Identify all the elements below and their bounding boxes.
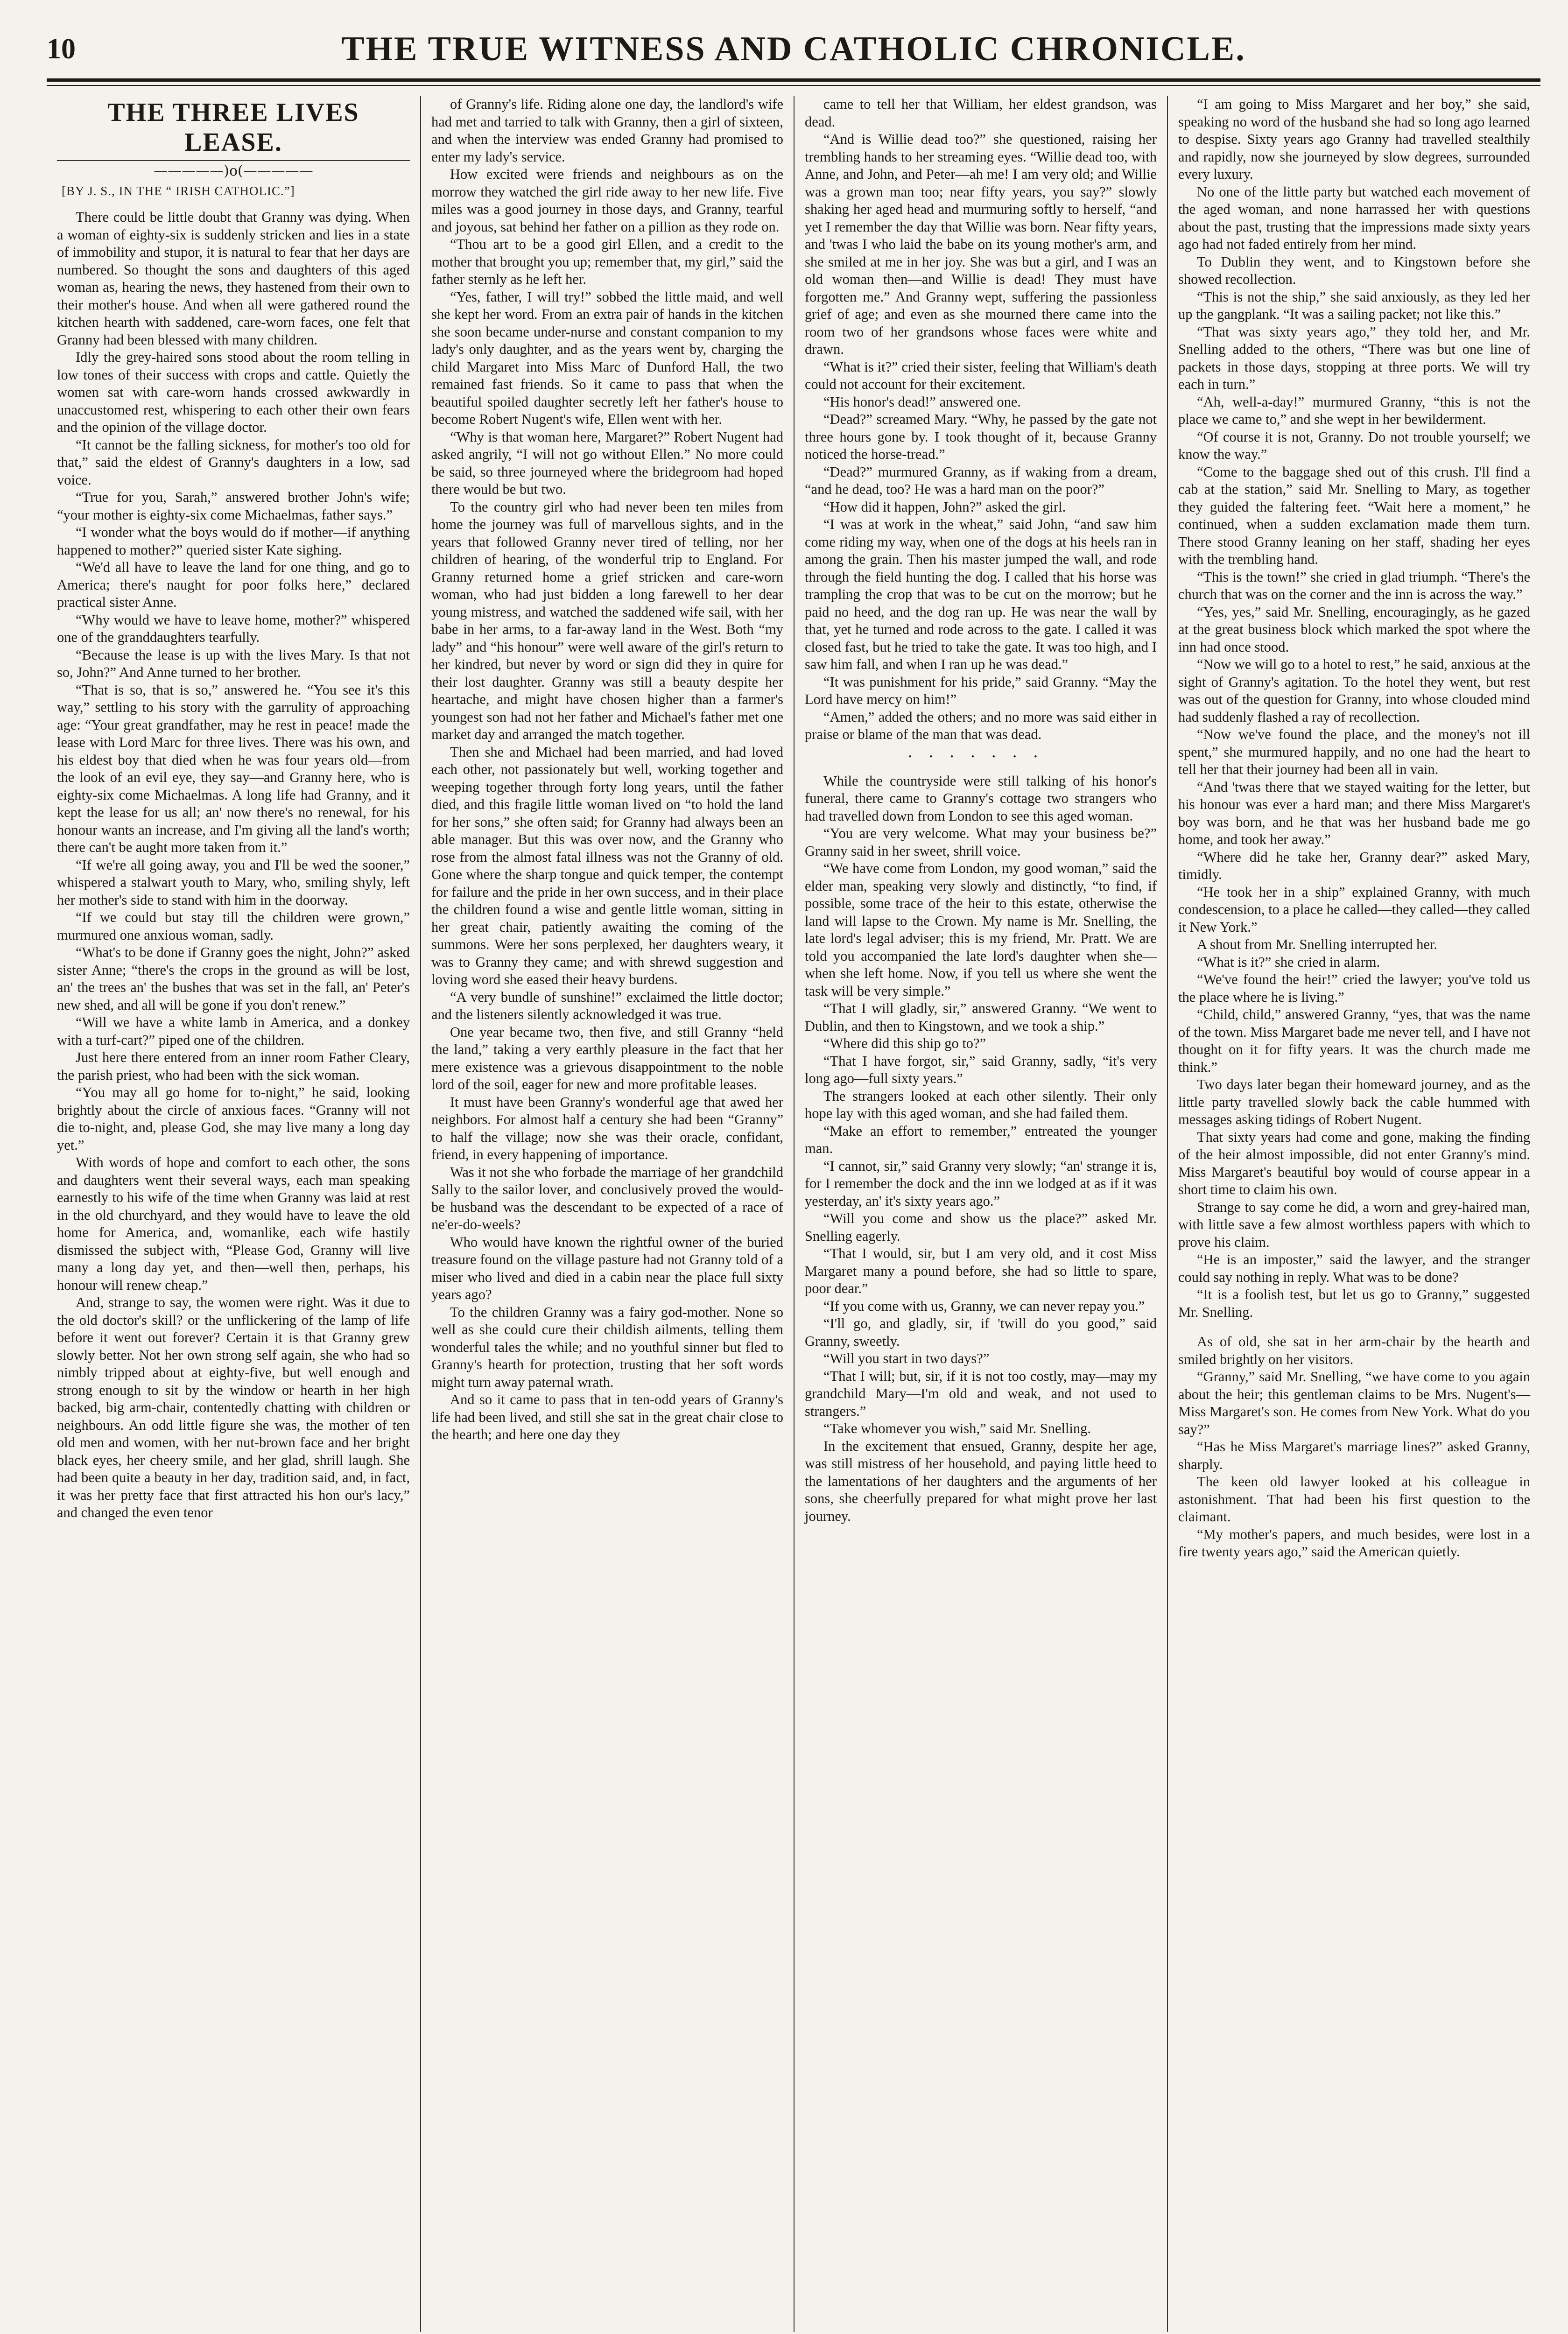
column-2	[420, 96, 794, 2332]
article-paragraph: Two days later began their homeward journey, and as the little party travelled slowly back the cable hummed with messages asking tidings of Robert Nugent.	[1178, 1076, 1530, 1127]
article-paragraph: “Dead?” screamed Mary. “Why, he passed by the gate not three hours gone by. I took thought of it, because Granny noticed the horse-tread.”	[805, 411, 1157, 462]
paragraph-gap	[1178, 1321, 1530, 1333]
article-paragraph: To Dublin they went, and to Kingstown before she showed recollection.	[1178, 253, 1530, 287]
article-paragraph: “Of course it is not, Granny. Do not trouble yourself; we know the way.”	[1178, 429, 1530, 462]
masthead-rule-light	[47, 85, 1540, 86]
article-paragraph: And, strange to say, the women were right. Was it due to the old doctor's skill? or the unflickering of the lamp of life before it went out forever? Certain it is that Granny grew slowly better. Not her own strong self again, she who had so nimbly tripped about at eighty-five, but well enough and strong enough to sit by the window or hearth in her high backed, big arm-chair, contentedly chatting with children or neighbours. An odd little figure she was, the mother of ten old men and women, with her nut-brown face and her bright black eyes, her cheery smile, and her glad, shrill laugh. She had been quite a beauty in her day, tradition said, and, in fact, it was her pretty face that first attracted his hon our's lacy,” and changed the even tenor	[57, 1294, 410, 1520]
article-paragraph: “Where did this ship go to?”	[823, 1035, 986, 1051]
article-paragraph: “Where did he take her, Granny dear?” asked Mary, timidly.	[1178, 849, 1530, 882]
article-paragraph: Idly the grey-haired sons stood about the room telling in low tones of their success with crops and cattle. Quietly the women sat with care-worn hands crossed awkwardly in unaccustomed rest, whispering to each other their own fears and the opinion of the village doctor.	[57, 349, 410, 435]
article-paragraph: “Now we will go to a hotel to rest,” he said, anxious at the sight of Granny's agitation. To the hotel they went, but rest was out of the question for Granny, into whose clouded mind had suddenly flashed a ray of recollection.	[1178, 656, 1530, 725]
article-paragraph: That sixty years had come and gone, making the finding of the heir almost impossible, did not enter Granny's mind. Miss Margaret's beautiful boy would of course appear in a short time to claim his own.	[1178, 1129, 1530, 1197]
section-break: ·······	[907, 747, 1054, 766]
article-paragraph: “A very bundle of sunshine!” exclaimed the little doctor; and the listeners silently acknowledged it was true.	[431, 989, 783, 1022]
article-paragraph: “Will we have a white lamb in America, and a donkey with a turf-cart?” piped one of the children.	[57, 1014, 410, 1048]
article-paragraph: “He took her in a ship” explained Granny, with much condescension, to a place he called—they called—they called it New York.”	[1178, 884, 1530, 935]
article-paragraph: “This is not the ship,” she said anxiously, as they led her up the gangplank. “It was a sailing packet; not like this.”	[1178, 288, 1530, 322]
article-paragraph: “Dead?” murmured Granny, as if waking from a dream, “and he dead, too? He was a hard man on the poor?”	[805, 464, 1157, 497]
article-paragraph: “Child, child,” answered Granny, “yes, that was the name of the town. Miss Margaret bade me never tell, and I have not thought on it for fifty years. It was the church made me think.”	[1178, 1006, 1530, 1075]
article-paragraph: “Make an effort to remember,” entreated the younger man.	[805, 1123, 1157, 1156]
article-paragraph: While the countryside were still talking of his honor's funeral, there came to Granny's cottage two strangers who had travelled down from London to see this aged woman.	[805, 773, 1157, 824]
article-paragraph: “He is an imposter,” said the lawyer, and the stranger could say nothing in reply. What was to be done?	[1178, 1251, 1530, 1285]
article-paragraph: To the children Granny was a fairy god-mother. None so well as she could cure their childish ailments, telling them wonderful tales the while; and no youthful sinner but fled to Granny's hearth for protection, trusting that her soft words might turn away paternal wrath.	[431, 1304, 783, 1390]
page-number: 10	[47, 33, 76, 65]
article-paragraph: “That I will gladly, sir,” answered Granny. “We went to Dublin, and then to Kingstown, and we took a ship.”	[805, 1000, 1157, 1034]
article-paragraph: “And 'twas there that we stayed waiting for the letter, but his honour was ever a hard man; and there Miss Margaret's boy was born, and he that was her husband bade me go home, and took her away.”	[1178, 779, 1530, 847]
article-paragraph: “Ah, well-a-day!” murmured Granny, “this is not the place we came to,” and she wept in her bewilderment.	[1178, 394, 1530, 427]
article-paragraph: “True for you, Sarah,” answered brother John's wife; “your mother is eighty-six come Michaelmas, father says.”	[57, 489, 410, 523]
article-paragraph: “It is a foolish test, but let us go to Granny,” suggested Mr. Snelling.	[1178, 1287, 1530, 1320]
article-paragraph: “You are very welcome. What may your business be?” Granny said in her sweet, shrill voice.	[805, 825, 1157, 859]
article-paragraph: “Now we've found the place, and the money's not ill spent,” she murmured happily, and no one had the heart to tell her that their journey had been all in vain.	[1178, 726, 1530, 777]
article-title: THE THREE LIVES LEASE.	[57, 98, 410, 161]
article-paragraph: It must have been Granny's wonderful age that awed her neighbors. For almost half a century she had been “Granny” to half the village; now she was their oracle, confidant, friend, in every happening of importance.	[431, 1094, 783, 1162]
article-paragraph: “Come to the baggage shed out of this crush. I'll find a cab at the station,” said Mr. Snelling to Mary, as together they guided the faltering feet. “Wait here a moment,” he continued, when a sudden exclamation made them turn. There stood Granny leaning on her staff, shading her eyes with the trembling hand.	[1178, 464, 1530, 567]
article-paragraph: “It was punishment for his pride,” said Granny. “May the Lord have mercy on him!”	[805, 674, 1157, 707]
article-paragraph: In the excitement that ensued, Granny, despite her age, was still mistress of her household, and paying little heed to the lamentations of her daughters and the arguments of her sons, she cheerfully prepared for what might prove her last journey.	[805, 1438, 1157, 1524]
article-paragraph: “What is it?” she cried in alarm.	[1197, 954, 1380, 970]
article-paragraph: “You may all go home for to-night,” he said, looking brightly about the circle of anxious faces. “Granny will not die to-night, and, please God, she may live many a long day yet.”	[57, 1084, 410, 1153]
article-paragraph: “Take whomever you wish,” said Mr. Snelling.	[823, 1420, 1091, 1436]
article-paragraph: “We've found the heir!” cried the lawyer; you've told us the place where he is living.”	[1178, 971, 1530, 1005]
article-paragraph: “That was sixty years ago,” they told her, and Mr. Snelling added to the others, “There was but one line of packets in those days, stopping at three ports. We will try each in turn.”	[1178, 323, 1530, 392]
article-paragraph: “That I will; but, sir, if it is not too costly, may—may my grandchild Mary—I'm old and weak, and not used to strangers.”	[805, 1368, 1157, 1419]
article-paragraph: “That is so, that is so,” answered he. “You see it's this way,” settling to his story with the garrulity of approaching age: “Your great grandfather, may he rest in peace! made the lease with Lord Marc for three lives. There was his own, and his eldest boy that died when he was four years old—from the look of an evil eye, they say—and Granny here, who is eighty-six come Michaelmas. A long life had Granny, and it kept the lease for us all; an' now there's no renewal, for his honour wants an increase, and I'm giving all the land's worth; there can't be aught more taken from it.”	[57, 682, 410, 855]
column-4	[1167, 96, 1540, 2332]
article-paragraph: “Thou art to be a good girl Ellen, and a credit to the mother that brought you up; remember that, my girl,” said the father sternly as he left her.	[431, 236, 783, 287]
article-paragraph: “What is it?” cried their sister, feeling that William's death could not account for their excitement.	[805, 359, 1157, 392]
article-paragraph: To the country girl who had never been ten miles from home the journey was full of marvellous sights, and in the years that followed Granny never tired of telling, nor her children of hearing, of the wonderful trip to England. For Granny returned home a grief stricken and care-worn woman, who had just bidden a long farewell to her dear young mistress, and watched the saddened wife sail, with her babe in her arms, to a far-away land in the West. Both “my lady” and “his honour” were well aware of the girl's return to her kindred, but never by word or sign did they in quire for their lost daughter. Granny was still a beauty despite her heartache, and might have chosen higher than a farmer's youngest son had not her father and Michael's father met one market day and arranged the match together.	[431, 499, 783, 742]
article-paragraph: “Yes, father, I will try!” sobbed the little maid, and well she kept her word. From an extra pair of hands in the kitchen she soon became under-nurse and constant companion to my lady's only daughter, and as the years went by, charging the child Margaret into Miss Marc of Dunford Hall, the two remained fast friends. So it came to pass that when the beautiful spoiled daughter secretly left her father's house to become Robert Nugent's wife, Ellen went with her.	[431, 288, 783, 427]
article-paragraph: “If we could but stay till the children were grown,” murmured one anxious woman, sadly.	[57, 909, 410, 943]
article-paragraph: “Yes, yes,” said Mr. Snelling, encouragingly, as he gazed at the great business block which marked the spot where the inn had once stood.	[1178, 604, 1530, 655]
article-paragraph: “Because the lease is up with the lives Mary. Is that not so, John?” And Anne turned to her brother.	[57, 647, 410, 680]
article-paragraph: Who would have known the rightful owner of the buried treasure found on the village pasture had not Granny told of a miser who lived and died in a cabin near the place full sixty years ago?	[431, 1234, 783, 1302]
article-paragraph: “If you come with us, Granny, we can never repay you.”	[823, 1298, 1145, 1314]
article-paragraph: The strangers looked at each other silently. Their only hope lay with this aged woman, and she had failed them.	[805, 1088, 1157, 1121]
column-1	[47, 96, 420, 2332]
article-paragraph: “If we're all going away, you and I'll be wed the sooner,” whispered a stalwart youth to Mary, who, smiling shyly, left her mother's side to stand with him in the doorway.	[57, 857, 410, 908]
article-paragraph: “How did it happen, John?” asked the girl.	[823, 499, 1066, 515]
article-paragraph: “That I have forgot, sir,” said Granny, sadly, “it's very long ago—full sixty years.”	[805, 1053, 1157, 1086]
title-ornament: —————)o(—————	[154, 163, 313, 179]
article-paragraph: “Will you start in two days?”	[823, 1350, 990, 1366]
masthead-rule-heavy	[47, 78, 1540, 82]
byline: [BY J. S., IN THE “ IRISH CATHOLIC.”]	[62, 184, 295, 198]
column-3	[794, 96, 1167, 2332]
article-paragraph: “And is Willie dead too?” she questioned, raising her trembling hands to her streaming eyes. “Willie dead too, with Anne, and John, and Peter—ah me! I am very old; and Willie was a grown man too; near fifty years, you say?” slowly shaking her aged head and murmuring softly to herself, “and yet I remember the day that Willie was born. Near fifty years, and 'twas I who laid the babe on its young mother's arm, and she smiled at me in her joy. She was but a girl, and I was an old woman then—and Willie is dead! They must have forgotten me.” And Granny wept, suffering the passionless grief of age; and even as she mourned there came into the room two of her grandsons whose faces were white and drawn.	[805, 131, 1157, 357]
article-paragraph: With words of hope and comfort to each other, the sons and daughters went their several ways, each man speaking earnestly to his wife of the time when Granny was laid at rest in the old churchyard, and they would have to leave the old home for America, and, womanlike, each wife hastily dismissed the subject with, “Please God, Granny will live many a long day yet, and then—well then, perhaps, his honour will renew cheap.”	[57, 1154, 410, 1293]
article-paragraph: “Will you come and show us the place?” asked Mr. Snelling eagerly.	[805, 1210, 1157, 1244]
article-columns	[47, 96, 1540, 2332]
newspaper-title: THE TRUE WITNESS AND CATHOLIC CHRONICLE.	[341, 30, 1246, 68]
article-paragraph: And so it came to pass that in ten-odd years of Granny's life had been lived, and still she sat in the great chair close to the hearth; and here one day they	[431, 1392, 783, 1442]
article-paragraph: As of old, she sat in her arm-chair by the hearth and smiled brightly on her visitors.	[1178, 1334, 1530, 1367]
article-paragraph: Then she and Michael had been married, and had loved each other, not passionately but well, working together and weeping together through forty long years, until the father died, and this fragile little woman lived on “to hold the land for her sons,” she often said; for Granny had always been an able manager. But this was over now, and the Granny who rose from the almost fatal illness was not the Granny of old. Gone where the sharp tongue and quick temper, the contempt for failure and the pride in her own success, and in their place the children found a wise and gentle little woman, sitting in her great chair, patiently awaiting the coming of the summons. Were her sons perplexed, her daughters weary, it was to Granny they came; and with shrewd suggestion and loving word she eased their heavy burdens.	[431, 744, 783, 987]
article-paragraph: No one of the little party but watched each movement of the aged woman, and none harrassed her with questions about the past, trusting that the impressions made sixty years ago had not faded entirely from her mind.	[1178, 183, 1530, 252]
article-paragraph: “I wonder what the boys would do if mother—if anything happened to mother?” queried sister Kate sighing.	[57, 524, 410, 558]
article-paragraph: came to tell her that William, her eldest grandson, was dead.	[805, 96, 1157, 130]
article-paragraph: The keen old lawyer looked at his colleague in astonishment. That had been his first question to the claimant.	[1178, 1474, 1530, 1525]
article-paragraph: “I cannot, sir,” said Granny very slowly; “an' strange it is, for I remember the dock and the inn we lodged at as if it was yesterday, an' it's sixty years ago.”	[805, 1158, 1157, 1209]
article-paragraph: “I am going to Miss Margaret and her boy,” she said, speaking no word of the husband she had so long ago learned to despise. Sixty years ago Granny had travelled stealthily and rapidly, now she journeyed by slow degrees, surrounded every luxury.	[1178, 96, 1530, 182]
article-paragraph: “His honor's dead!” answered one.	[823, 394, 1021, 410]
article-paragraph: There could be little doubt that Granny was dying. When a woman of eighty-six is suddenly stricken and lies in a state of immobility and stupor, it is natural to fear that her days are numbered. So thought the sons and daughters of this aged woman as, hearing the news, they hastened from their own to their mother's house. And when all were gathered round the kitchen hearth with saddened, care-worn faces, one felt that Granny had been blessed with many children.	[57, 209, 410, 348]
article-paragraph: “Has he Miss Margaret's marriage lines?” asked Granny, sharply.	[1178, 1439, 1530, 1472]
article-paragraph: “I was at work in the wheat,” said John, “and saw him come riding my way, when one of the dogs at his heels ran in among the grain. Then his master jumped the wall, and rode through the field hunting the dog. I called that his horse was trampling the crop that was to be cut on the morrow; but he paid no heed, and the dog ran up. He was near the wall by that, yet he turned and rode across to the gate. I called it was closed fast, but he tried to take the gate. It was too high, and I saw him fall, and when I ran up he was dead.”	[805, 516, 1157, 672]
article-paragraph: “Amen,” added the others; and no more was said either in praise or blame of the man that was dead.	[805, 709, 1157, 742]
article-paragraph: “What's to be done if Granny goes the night, John?” asked sister Anne; “there's the crops in the ground as will be lost, an' the trees an' the bushes that was set in the fall, an' Peter's new shed, and all will be gone if you don't renew.”	[57, 944, 410, 1013]
article-paragraph: “It cannot be the falling sickness, for mother's too old for that,” said the eldest of Granny's daughters in a low, sad voice.	[57, 436, 410, 488]
article-paragraph: “My mother's papers, and much besides, were lost in a fire twenty years ago,” said the American quietly.	[1178, 1526, 1530, 1560]
article-paragraph: Just here there entered from an inner room Father Cleary, the parish priest, who had been with the sick woman.	[57, 1049, 410, 1083]
article-paragraph: Was it not she who forbade the marriage of her grandchild Sally to the sailor lover, and conclusively proved the would-be husband was the descendant to be expected of a race of ne'er-do-weels?	[431, 1164, 783, 1232]
article-paragraph: of Granny's life. Riding alone one day, the landlord's wife had met and tarried to talk with Granny, then a girl of sixteen, and when the interview was ended Granny had promised to enter my lady's service.	[431, 96, 783, 165]
article-paragraph: A shout from Mr. Snelling interrupted her.	[1197, 936, 1438, 952]
article-paragraph: “Why would we have to leave home, mother?” whispered one of the granddaughters tearfully.	[57, 612, 410, 645]
article-paragraph: “That I would, sir, but I am very old, and it cost Miss Margaret many a pound before, she had so little to spare, poor dear.”	[805, 1245, 1157, 1296]
article-paragraph: “We have come from London, my good woman,” said the elder man, speaking very slowly and distinctly, “to find, if possible, some trace of the heir to this estate, otherwise the land will lapse to the Crown. My name is Mr. Snelling, the late lord's legal adviser; this is my friend, Mr. Pratt. We are told you accompanied the late lord's daughter when she—when she left home. Now, if you tell us where she went the task will be very simple.”	[805, 860, 1157, 999]
article-paragraph: “Granny,” said Mr. Snelling, “we have come to you again about the heir; this gentleman claims to be Mrs. Nugent's—Miss Margaret's son. He comes from New York. What do you say?”	[1178, 1369, 1530, 1437]
article-paragraph: “We'd all have to leave the land for one thing, and go to America; there's naught for poor folks here,” declared practical sister Anne.	[57, 559, 410, 610]
article-paragraph: “This is the town!” she cried in glad triumph. “There's the church that was on the corner and the inn is across the way.”	[1178, 569, 1530, 602]
article-paragraph: Strange to say come he did, a worn and grey-haired man, with little save a few almost worthless papers with which to prove his claim.	[1178, 1199, 1530, 1250]
article-paragraph: One year became two, then five, and still Granny “held the land,” taking a very earthly pleasure in the fact that her mere existence was a grievous disappointment to the noble lord of the soil, eager for new and more profitable leases.	[431, 1024, 783, 1092]
article-paragraph: “Why is that woman here, Margaret?” Robert Nugent had asked angrily, “I will not go without Ellen.” No more could be said, so three journeyed where the bridegroom had hoped there would be but two.	[431, 429, 783, 497]
article-paragraph: “I'll go, and gladly, sir, if 'twill do you good,” said Granny, sweetly.	[805, 1315, 1157, 1349]
masthead	[47, 26, 1540, 72]
article-paragraph: How excited were friends and neighbours as on the morrow they watched the girl ride away to her new life. Five miles was a good journey in those days, and Granny, tearful and joyous, sat behind her father on a pillion as they rode on.	[431, 166, 783, 235]
